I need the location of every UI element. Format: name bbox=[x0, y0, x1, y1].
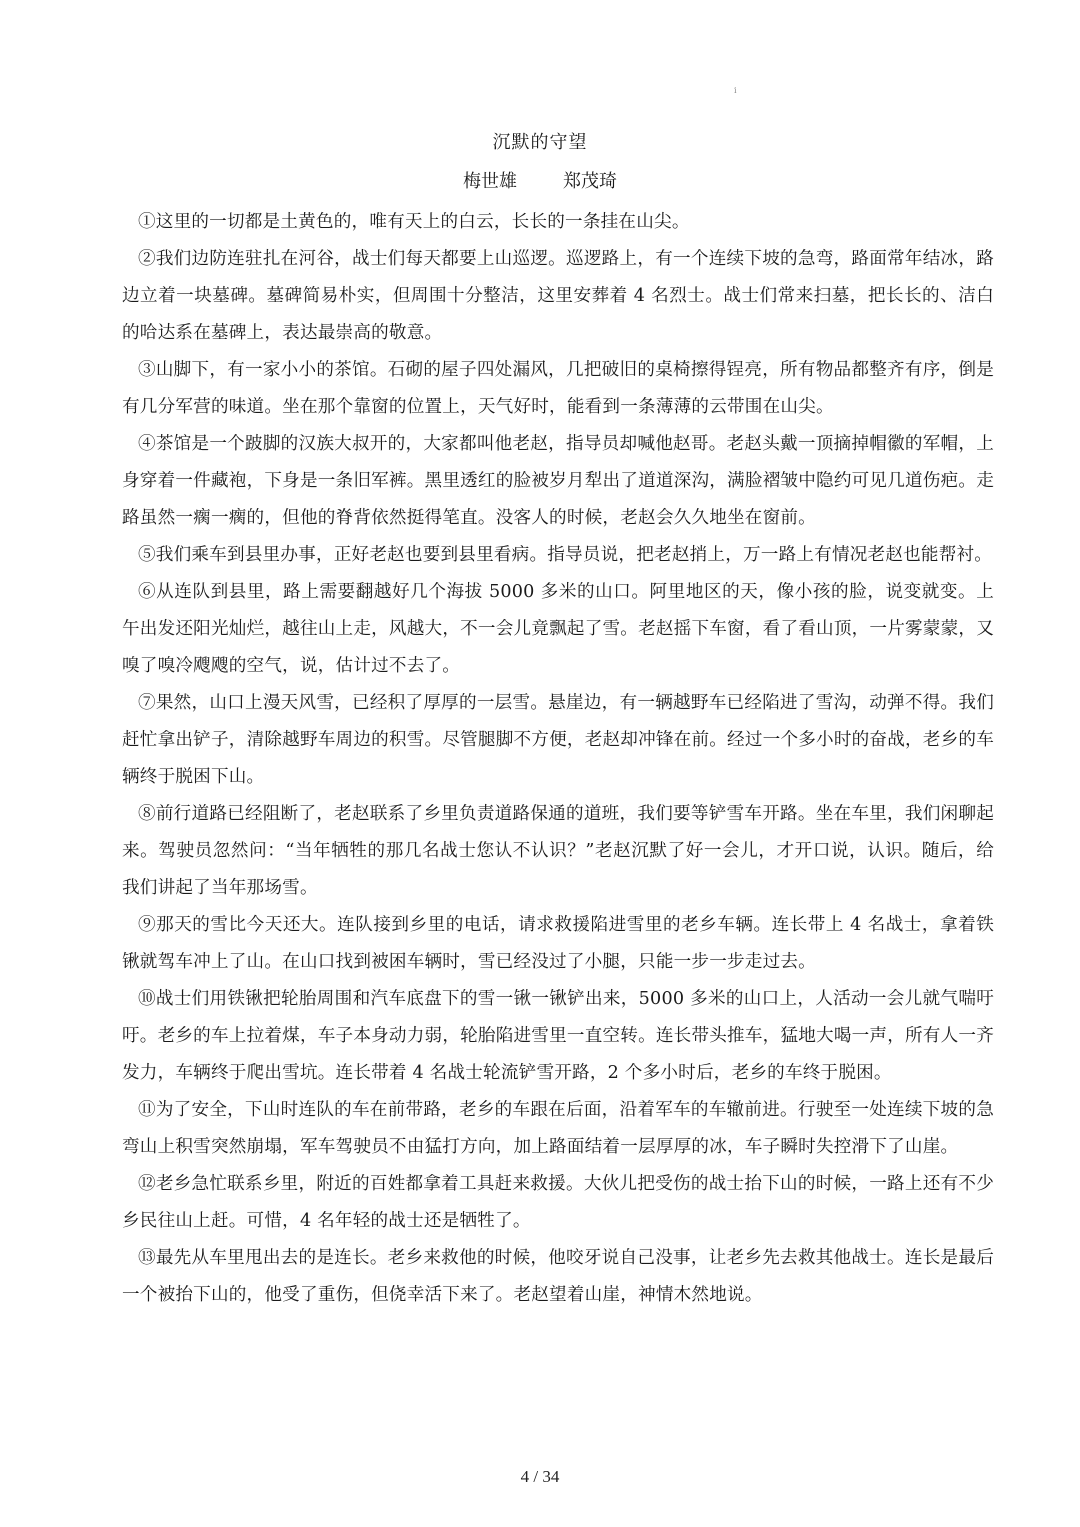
paragraph-5: ⑤我们乘车到县里办事，正好老赵也要到县里看病。指导员说，把老赵捎上，万一路上有情况老赵也能帮衬。 bbox=[138, 545, 993, 565]
paragraph-7: ⑦果然，山口上漫天风雪，已经积了厚厚的一层雪。悬崖边，有一辆越野车已经陷进了雪沟，动弹不得。我们赶忙拿出铲子，清除越野车周边的积雪。尽管腿脚不方便，老赵却冲锋在前。经过一个多小时的奋战，老乡的车辆终于脱困下山。 bbox=[122, 693, 994, 787]
paragraph-3: ③山脚下，有一家小小的茶馆。石砌的屋子四处漏风，几把破旧的桌椅擦得锃亮，所有物品都整齐有序，倒是有几分军营的味道。坐在那个靠窗的位置上，天气好时，能看到一条薄薄的云带围在山尖。 bbox=[122, 360, 994, 417]
paragraph-12: ⑫老乡急忙联系乡里，附近的百姓都拿着工具赶来救援。大伙儿把受伤的战士抬下山的时候，一路上还有不少乡民往山上赶。可惜，4 名年轻的战士还是牺牲了。 bbox=[122, 1174, 994, 1231]
paragraph-11: ⑪为了安全，下山时连队的车在前带路，老乡的车跟在后面，沿着军车的车辙前进。行驶至一处连续下坡的急弯山上积雪突然崩塌，军车驾驶员不由猛打方向，加上路面结着一层厚厚的冰，车子瞬时失控滑下了山崖。 bbox=[122, 1100, 994, 1157]
paragraph-4: ④茶馆是一个跛脚的汉族大叔开的，大家都叫他老赵，指导员却喊他赵哥。老赵头戴一顶摘掉帽徽的军帽，上身穿着一件藏袍，下身是一条旧军裤。黑里透红的脸被岁月犁出了道道深沟，满脸褶皱中隐约可见几道伤疤。走路虽然一瘸一瘸的，但他的脊背依然挺得笔直。没客人的时候，老赵会久久地坐在窗前。 bbox=[122, 434, 994, 528]
paragraph-2: ②我们边防连驻扎在河谷，战士们每天都要上山巡逻。巡逻路上，有一个连续下坡的急弯，路面常年结冰，路边立着一块墓碑。墓碑简易朴实，但周围十分整洁，这里安葬着 4 名烈士。战士们常来扫墓，把长长的、洁白的哈达系在墓碑上，表达最崇高的敬意。 bbox=[122, 249, 994, 343]
paragraph-6: ⑥从连队到县里，路上需要翻越好几个海拔 5000 多米的山口。阿里地区的天，像小孩的脸，说变就变。上午出发还阳光灿烂，越往山上走，风越大，不一会儿竟飘起了雪。老赵摇下车窗，看了看山顶，一片雾蒙蒙，又嗅了嗅冷飕飕的空气，说，估计过不去了。 bbox=[122, 582, 994, 676]
paragraph-10: ⑩战士们用铁锹把轮胎周围和汽车底盘下的雪一锹一锹铲出来，5000 多米的山口上，人活动一会儿就气喘吁吁。老乡的车上拉着煤，车子本身动力弱，轮胎陷进雪里一直空转。连长带头推车，猛地大喝一声，所有人一齐发力，车辆终于爬出雪坑。连长带着 4 名战士轮流铲雪开路，2 个多小时后，老乡的车终于脱困。 bbox=[122, 989, 994, 1083]
paragraph-13: ⑬最先从车里甩出去的是连长。老乡来救他的时候，他咬牙说自己没事，让老乡先去救其他战士。连长是最后一个被抬下山的，他受了重伤，但侥幸活下来了。老赵望着山崖，神情木然地说。 bbox=[122, 1248, 994, 1305]
paragraph-8: ⑧前行道路已经阻断了，老赵联系了乡里负责道路保通的道班，我们要等铲雪车开路。坐在车里，我们闲聊起来。驾驶员忽然问：“当年牺牲的那几名战士您认不认识？”老赵沉默了好一会儿，才开口说，认识。随后，给我们讲起了当年那场雪。 bbox=[122, 804, 994, 898]
paragraph-9: ⑨那天的雪比今天还大。连队接到乡里的电话，请求救援陷进雪里的老乡车辆。连长带上 4 名战士，拿着铁锹就驾车冲上了山。在山口找到被困车辆时，雪已经没过了小腿，只能一步一步走过去。 bbox=[122, 915, 994, 972]
author-1: 梅世雄 bbox=[463, 171, 517, 192]
article-authors bbox=[0, 167, 1080, 193]
article-body bbox=[122, 204, 994, 1314]
stray-mark: i bbox=[734, 86, 737, 95]
paragraph-1: ①这里的一切都是土黄色的，唯有天上的白云，长长的一条挂在山尖。 bbox=[138, 212, 690, 232]
author-2: 郑茂琦 bbox=[563, 171, 617, 192]
page-number: 4 / 34 bbox=[520, 1467, 560, 1486]
article-title: 沉默的守望 bbox=[492, 132, 588, 153]
